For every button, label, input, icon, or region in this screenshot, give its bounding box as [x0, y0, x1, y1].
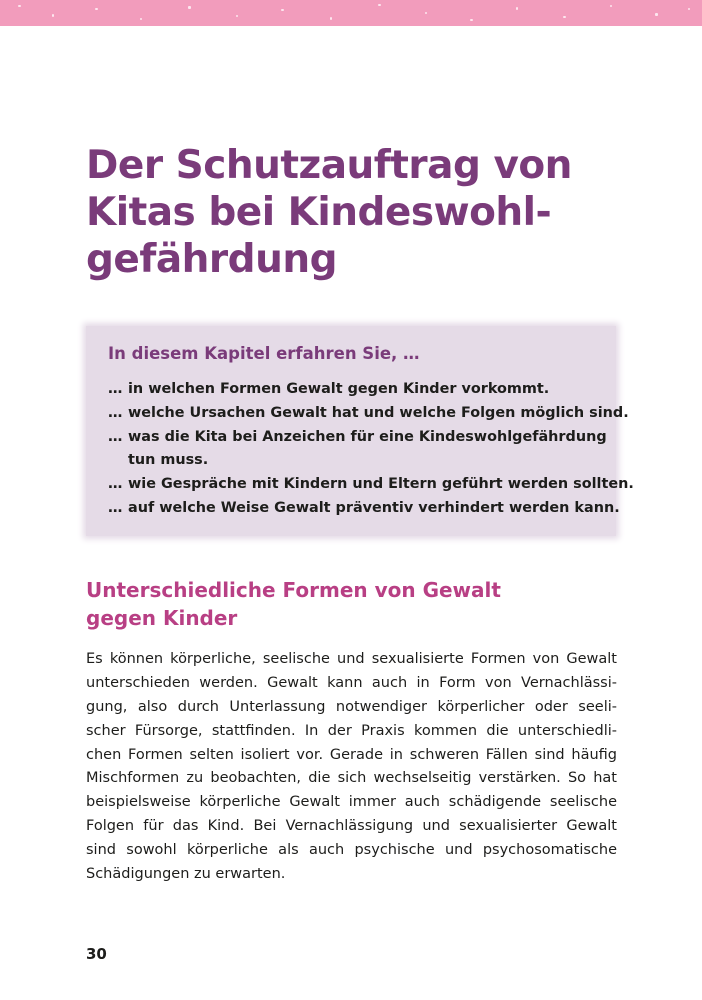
- item-marker: …: [108, 499, 122, 516]
- page-number: 30: [86, 945, 107, 963]
- intro-list-item: [108, 497, 620, 521]
- band-speck: [378, 4, 381, 6]
- band-speck: [516, 7, 518, 10]
- band-speck: [610, 5, 612, 7]
- intro-list-item: [108, 378, 608, 402]
- band-speck: [52, 14, 54, 17]
- item-marker-spacer: [108, 449, 128, 473]
- band-speck: [236, 15, 238, 17]
- band-speck: [95, 8, 98, 10]
- paragraph-line: Folgen für das Kind. Bei Vernachlässigung und sexualisierter Gewalt: [86, 818, 617, 835]
- section-heading-line: gegen Kinder: [86, 606, 238, 630]
- item-text: in welchen Formen Gewalt gegen Kinder vorkommt.: [128, 381, 550, 397]
- paragraph-line: unterschieden werden. Gewalt kann auch in Form von Vernachlässi-: [86, 674, 617, 691]
- paragraph-line: Es können körperliche, seelische und sexualisierte Formen von Gewalt: [86, 651, 617, 667]
- chapter-intro-box: [86, 326, 634, 536]
- band-speck: [470, 19, 473, 21]
- chapter-title-line: Der Schutzauftrag von: [86, 143, 572, 188]
- paragraph-line: gung, also durch Unterlassung notwendiger körperlicher oder seeli-: [86, 698, 617, 715]
- paragraph-line: beispielsweise körperliche Gewalt immer auch schädigende seelische: [86, 794, 617, 811]
- band-speck: [425, 12, 427, 14]
- item-text: tun muss.: [128, 452, 209, 469]
- intro-list: [108, 378, 634, 521]
- band-speck: [655, 13, 658, 16]
- item-marker: …: [108, 404, 122, 421]
- band-speck: [688, 8, 690, 10]
- item-text: auf welche Weise Gewalt präventiv verhindert werden kann.: [128, 499, 620, 516]
- paragraph-line: Mischformen zu beobachten, die sich wechselseitig verstärken. So hat: [86, 770, 617, 787]
- intro-list-item: [108, 402, 629, 426]
- item-text: welche Ursachen Gewalt hat und welche Folgen möglich sind.: [128, 404, 629, 421]
- item-marker: …: [108, 381, 122, 397]
- item-marker: …: [108, 476, 122, 493]
- paragraph-line: chen Formen selten isoliert vor. Gerade in schweren Fällen sind häufig: [86, 746, 617, 763]
- item-marker: …: [108, 428, 122, 445]
- paragraph-line: scher Fürsorge, stattfinden. In der Praxis kommen die unterschiedli-: [86, 722, 617, 739]
- band-speck: [563, 16, 566, 18]
- intro-list-item: [108, 473, 634, 497]
- intro-box-heading: In diesem Kapitel erfahren Sie, …: [108, 344, 420, 363]
- chapter-title-line: gefährdung: [86, 237, 338, 282]
- intro-list-item-continuation: [108, 449, 608, 473]
- paragraph-line: sind sowohl körperliche als auch psychische und psychosomatische: [86, 842, 617, 859]
- chapter-title: [86, 142, 646, 283]
- item-text: wie Gespräche mit Kindern und Eltern geführt werden sollten.: [128, 476, 634, 493]
- band-speck: [140, 18, 142, 20]
- decorative-top-band: [0, 0, 702, 26]
- section-heading-line: Unterschiedliche Formen von Gewalt: [86, 578, 501, 602]
- intro-list-item: [108, 426, 608, 450]
- section-heading: [86, 576, 606, 632]
- band-speck: [330, 17, 332, 20]
- body-paragraph: [86, 648, 617, 887]
- chapter-title-line: Kitas bei Kindeswohl-: [86, 190, 552, 235]
- band-speck: [281, 9, 284, 11]
- band-speck: [188, 6, 191, 9]
- item-text: was die Kita bei Anzeichen für eine Kindeswohlgefährdung: [128, 428, 607, 445]
- paragraph-line: Schädigungen zu erwarten.: [86, 866, 286, 883]
- band-speck: [18, 5, 21, 7]
